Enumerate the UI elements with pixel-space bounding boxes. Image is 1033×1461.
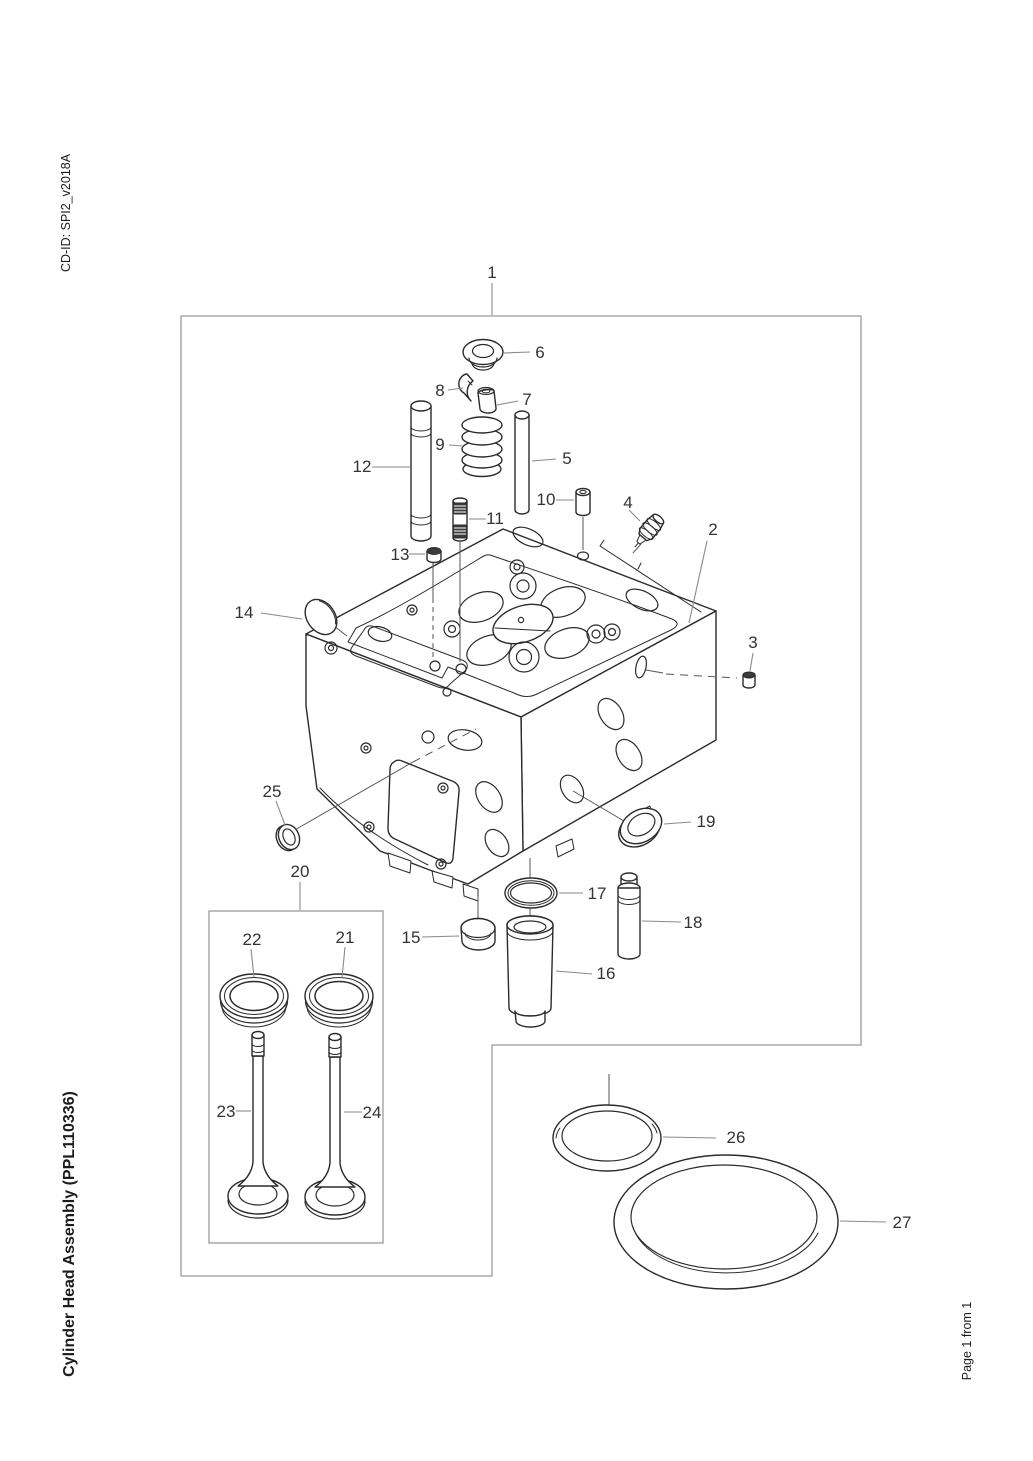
part-2-cylinder-head [306,523,716,901]
part-9-valve-spring [462,417,502,477]
part-23-valve [228,1032,288,1219]
callout-24: 24 [362,1103,382,1122]
callout-6: 6 [535,343,545,362]
callout-13: 13 [390,545,410,564]
callout-4: 4 [623,493,633,512]
part-4-breather-fitting [628,511,667,552]
callout-18: 18 [683,913,703,932]
callout-23: 23 [216,1102,236,1121]
callout-5: 5 [562,449,572,468]
part-19-seal-ring [611,801,669,854]
callout-20: 20 [290,862,310,881]
callout-1: 1 [487,263,497,282]
part-7-valve-collet [478,388,496,414]
callout-25: 25 [262,782,282,801]
part-24-valve [305,1034,365,1220]
part-27-gasket-ring [614,1155,838,1289]
part-21-stem-seal [305,974,373,1027]
callout-16: 16 [596,964,616,983]
part-8-valve-keeper [459,374,473,401]
callout-27: 27 [892,1213,912,1232]
callout-10: 10 [536,490,556,509]
part-17-o-ring [505,878,557,908]
part-12-rod-tube [411,401,431,541]
callout-19: 19 [696,812,716,831]
callout-17: 17 [587,884,607,903]
page-indicator: Page 1 from 1 [960,1301,974,1381]
callout-9: 9 [435,435,445,454]
page-title: Cylinder Head Assembly (PPL110336) [61,1091,78,1377]
part-11-stud [453,498,467,541]
cd-id-label: CD-ID: SPI2_v2018A [59,153,73,273]
part-6-valve-rotator [463,340,503,371]
part-22-stem-seal [220,974,288,1027]
callout-11: 11 [486,509,504,528]
part-10-dowel-sleeve [576,489,590,516]
callout-21: 21 [335,928,355,947]
part-18-valve-guide [618,873,640,959]
part-26-gasket-ring [553,1105,661,1171]
callout-26: 26 [726,1128,746,1147]
part-3-plug-pin [743,672,755,688]
callout-14: 14 [234,603,254,622]
part-5-push-rod [515,411,529,514]
part-25-ring-small [272,821,303,854]
callout-8: 8 [435,381,445,400]
callout-3: 3 [748,633,758,652]
callout-7: 7 [522,390,532,409]
callout-22: 22 [242,930,262,949]
callout-15: 15 [401,928,421,947]
callout-2: 2 [708,520,718,539]
callout-12: 12 [352,457,372,476]
part-15-cup-plug [461,919,495,951]
part-16-injector-sleeve [507,916,553,1027]
part-13-plug-small [427,548,441,563]
